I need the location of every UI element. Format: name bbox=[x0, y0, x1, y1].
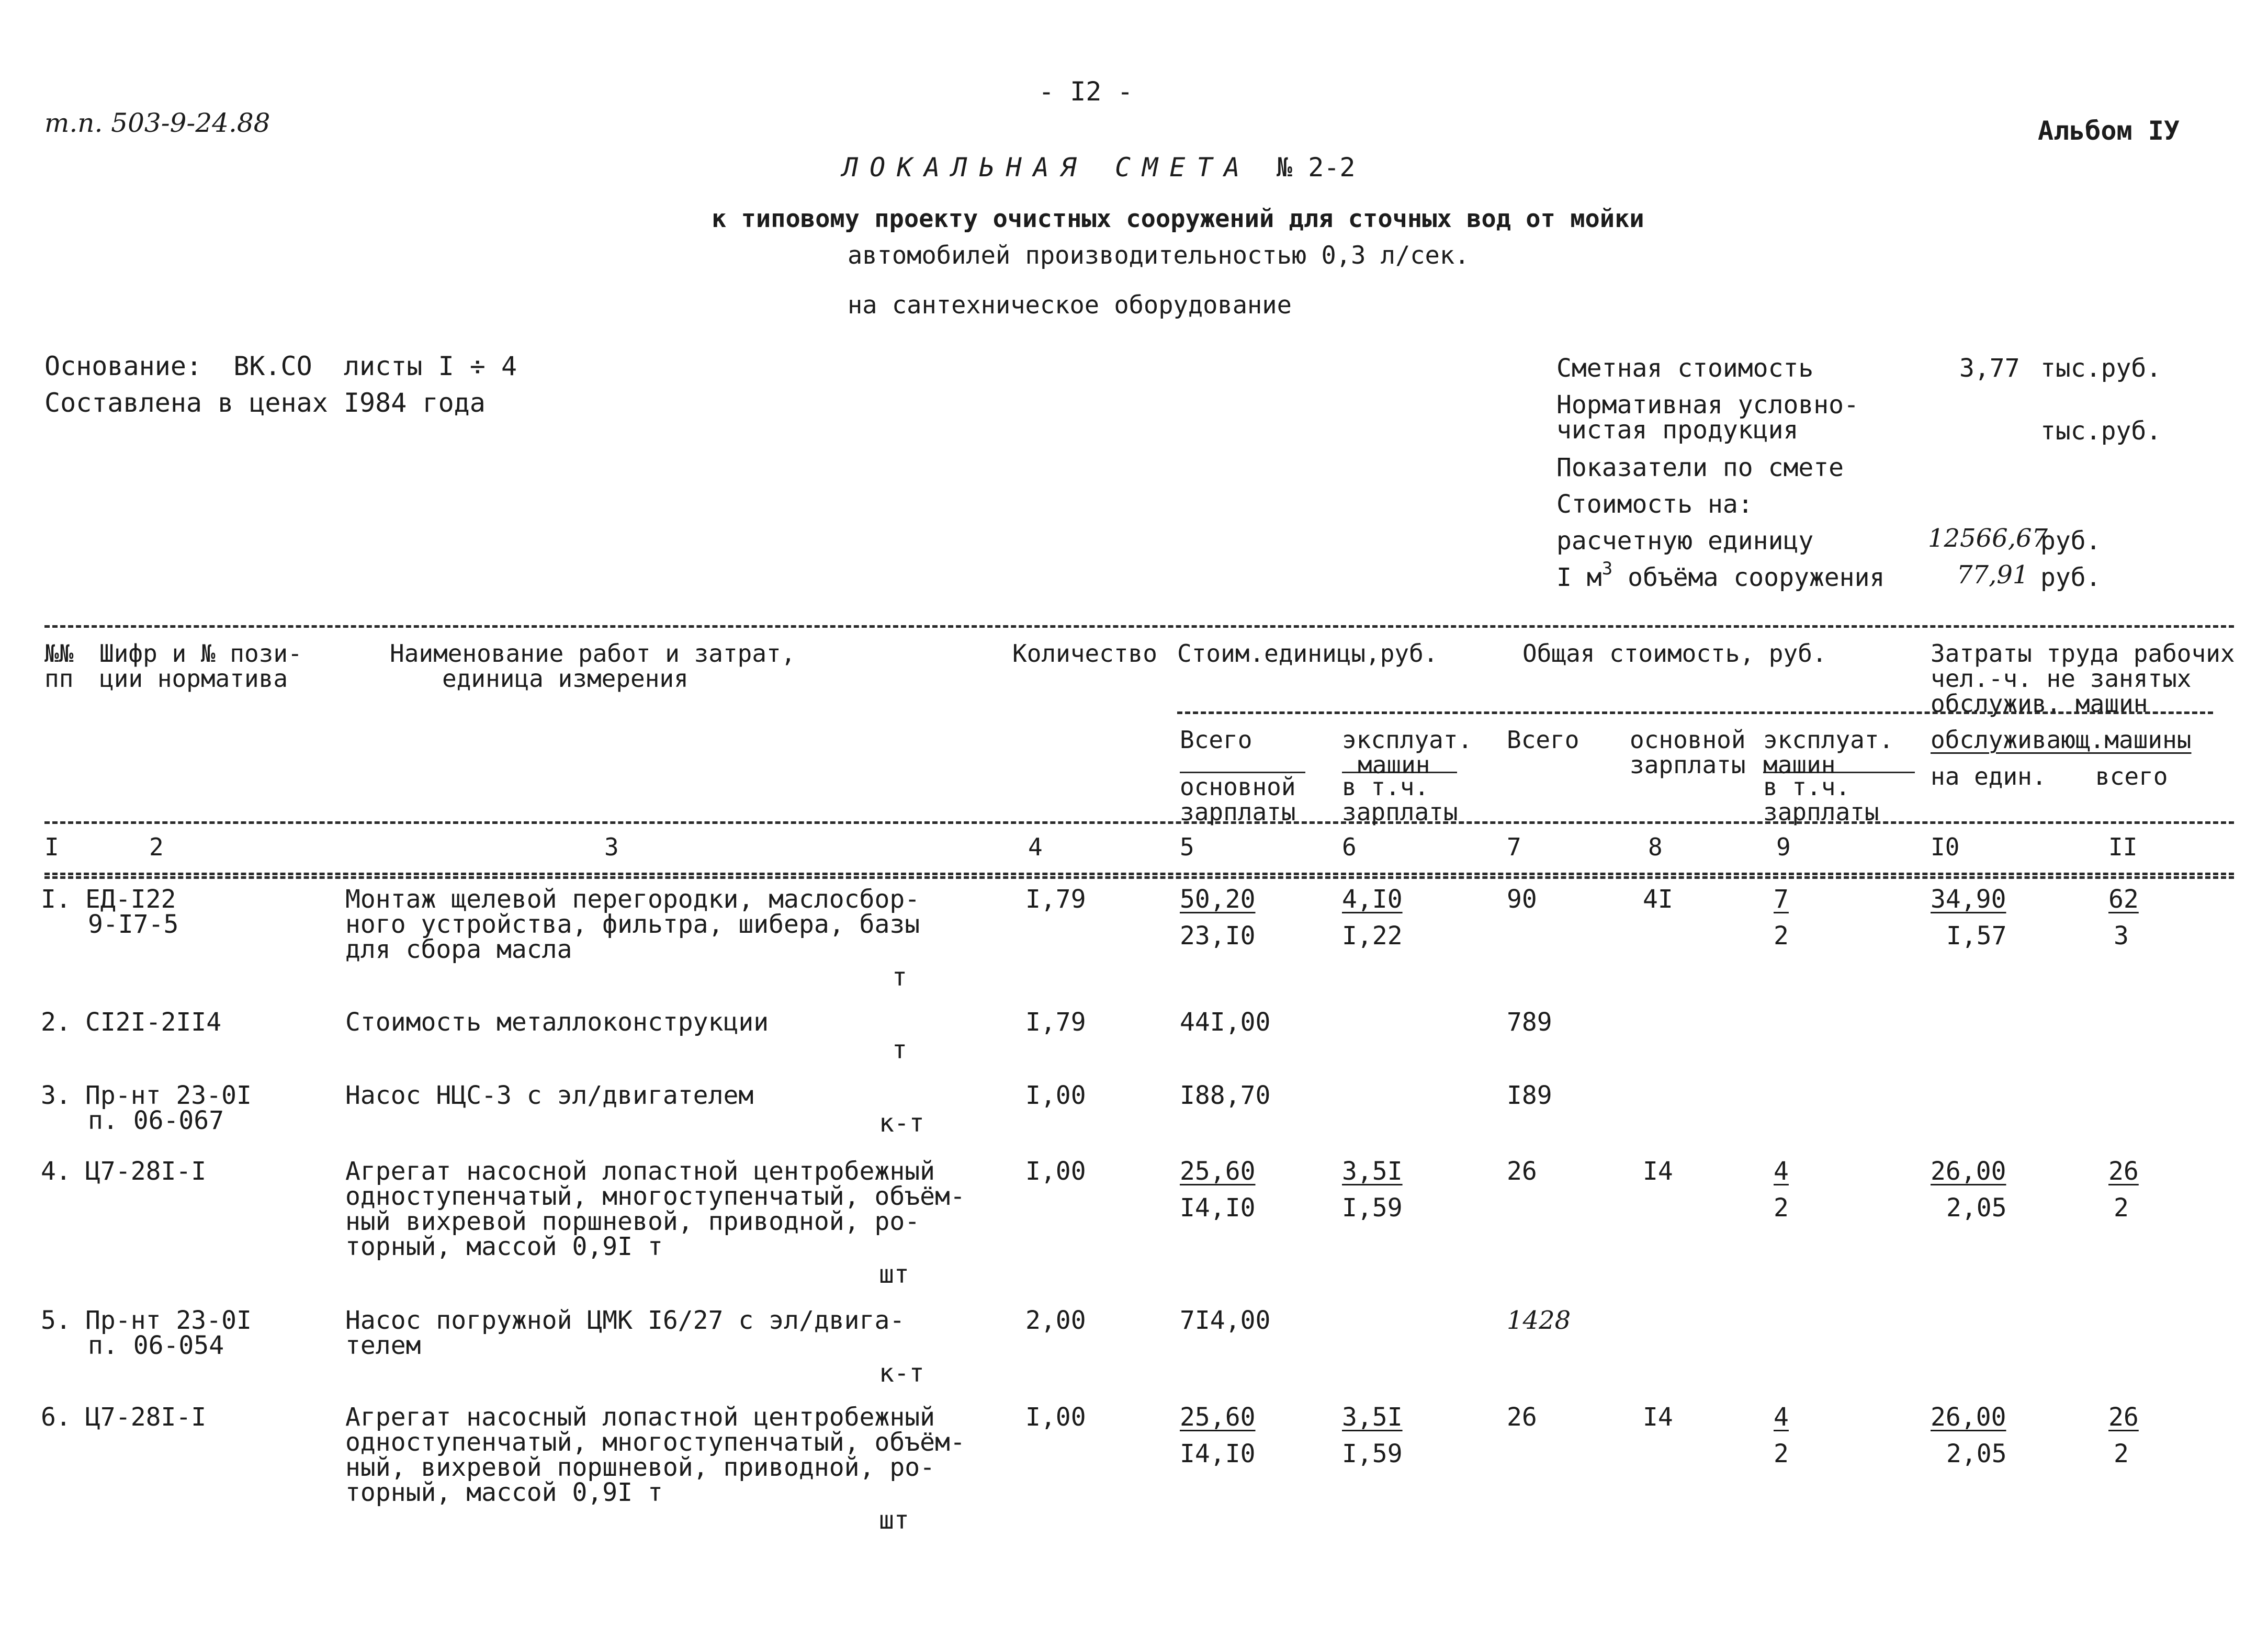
row-unit: к-т bbox=[879, 1109, 924, 1138]
norm-label-2: чистая продукция bbox=[1556, 415, 1799, 445]
col-num-8: 8 bbox=[1648, 833, 1663, 861]
subtitle-line-2: автомобилей производительностью 0,3 л/сек. bbox=[848, 241, 1470, 270]
row-quantity: I,00 bbox=[1025, 1403, 1086, 1432]
col-header-10-machines: обслуживающ.машины bbox=[1931, 726, 2192, 754]
row-quantity: I,00 bbox=[1025, 1081, 1086, 1110]
col-header-9-salary: в т.ч. зарплаты bbox=[1763, 773, 1879, 826]
row-number: I. bbox=[41, 885, 71, 914]
row-unit-cost-total: 44I,00 bbox=[1180, 1008, 1271, 1037]
row-code: ЕД-I22 bbox=[85, 885, 176, 914]
col-header-11: всего bbox=[2095, 762, 2168, 790]
row-unit-cost-total: 50,20 bbox=[1180, 885, 1256, 914]
col-num-3: 3 bbox=[604, 833, 619, 861]
col-num-5: 5 bbox=[1180, 833, 1194, 861]
col-header-6: эксплуат. машин bbox=[1342, 726, 1473, 779]
row-name-line: торный, массой 0,9I т bbox=[345, 1478, 663, 1507]
row-unit: шт bbox=[879, 1260, 909, 1289]
col-header-num: №№ пп bbox=[44, 639, 74, 693]
col-header-10-unit: на един. bbox=[1931, 762, 2047, 790]
cost-per-label: Стоимость на: bbox=[1556, 490, 1753, 519]
row-labor-unit-machines: 2,05 bbox=[1946, 1439, 2007, 1468]
norm-unit: тыс.руб. bbox=[2040, 416, 2162, 446]
row-total-cost: 26 bbox=[1507, 1403, 1537, 1432]
row-unit: т bbox=[892, 1035, 907, 1065]
row-name-line: для сбора масла bbox=[345, 935, 572, 964]
row-total-machines-salary: 2 bbox=[1774, 1193, 1789, 1223]
rows-top-rule bbox=[44, 876, 2234, 879]
row-name-line: одноступенчатый, многоступенчатый, объём- bbox=[345, 1428, 965, 1457]
row-total-cost: 90 bbox=[1507, 885, 1537, 914]
row-unit-cost-salary: I4,I0 bbox=[1180, 1439, 1256, 1468]
row-labor-total-machines: 2 bbox=[2114, 1193, 2129, 1223]
row-name-line: Монтаж щелевой перегородки, маслосбор- bbox=[345, 885, 920, 914]
row-unit: к-т bbox=[879, 1359, 924, 1388]
row-unit-cost-salary: I4,I0 bbox=[1180, 1193, 1256, 1223]
cost-label: Сметная стоимость bbox=[1556, 354, 1814, 383]
row-number: 3. bbox=[41, 1081, 71, 1110]
row-number: 5. bbox=[41, 1306, 71, 1335]
row-total-salary: I4 bbox=[1643, 1157, 1673, 1186]
row-unit: шт bbox=[879, 1506, 909, 1535]
row-labor-total: 26 bbox=[2108, 1403, 2139, 1432]
row-unit: т bbox=[892, 963, 907, 992]
row-total-machines: 4 bbox=[1774, 1403, 1789, 1432]
col-header-name: Наименование работ и затрат, единица измерения bbox=[390, 639, 796, 693]
row-unit-cost-total: I88,70 bbox=[1180, 1081, 1271, 1110]
unit-cost-unit: руб. bbox=[2040, 526, 2101, 556]
row-name-line: Насос погружной ЦМК I6/27 с эл/двига- bbox=[345, 1306, 905, 1335]
page-number: - I2 - bbox=[1039, 76, 1133, 107]
volume-cost-unit: руб. bbox=[2040, 563, 2101, 592]
row-total-machines: 4 bbox=[1774, 1157, 1789, 1186]
row-total-cost: 1428 bbox=[1507, 1306, 1571, 1335]
col-header-6-salary: в т.ч. зарплаты bbox=[1342, 773, 1458, 826]
col-header-7-total: Всего bbox=[1507, 726, 1579, 754]
row-total-machines-salary: 2 bbox=[1774, 1439, 1789, 1468]
row-labor-total: 62 bbox=[2108, 885, 2139, 914]
row-code: Пр-нт 23-0I bbox=[85, 1306, 252, 1335]
document-title: ЛОКАЛЬНАЯ СМЕТА bbox=[842, 152, 1251, 183]
unit-cost-label: расчетную единицу bbox=[1556, 526, 1814, 556]
row-name-line: торный, массой 0,9I т bbox=[345, 1232, 663, 1261]
row-code: Ц7-28I-I bbox=[85, 1403, 207, 1432]
basis-line: Основание: ВК.СО листы I ÷ 4 bbox=[44, 351, 517, 381]
row-name-line: телем bbox=[345, 1331, 421, 1360]
row-total-machines: 7 bbox=[1774, 885, 1789, 914]
subtitle-line-1: к типовому проекту очистных сооружений для сточных вод от мойки bbox=[712, 205, 1644, 233]
row-number: 2. bbox=[41, 1008, 71, 1037]
row-name-line: ный, вихревой поршневой, приводной, ро- bbox=[345, 1453, 935, 1482]
row-total-machines-salary: 2 bbox=[1774, 921, 1789, 951]
row-name-line: ного устройства, фильтра, шибера, базы bbox=[345, 910, 920, 939]
row-name-line: Агрегат насосной лопастной центробежный bbox=[345, 1157, 935, 1186]
row-unit-cost-machines-salary: I,59 bbox=[1342, 1439, 1403, 1468]
row-quantity: I,00 bbox=[1025, 1157, 1086, 1186]
col-num-9: 9 bbox=[1776, 833, 1791, 861]
cost-value: 3,77 bbox=[1959, 354, 2020, 383]
col-header-5-base: основной зарплаты bbox=[1180, 773, 1296, 826]
volume-cost-label: I $м^3$ объёма сооружения bbox=[1556, 558, 1885, 592]
column-numbers-rule bbox=[44, 873, 2234, 875]
row-code: Ц7-28I-I bbox=[85, 1157, 207, 1186]
col-header-unit-cost: Стоим.единицы,руб. bbox=[1177, 639, 1438, 668]
col-num-4: 4 bbox=[1028, 833, 1043, 861]
col-num-2: 2 bbox=[149, 833, 164, 861]
row-total-salary: I4 bbox=[1643, 1403, 1673, 1432]
row-unit-cost-total: 7I4,00 bbox=[1180, 1306, 1271, 1335]
row-name-line: Стоимость металлоконструкции bbox=[345, 1008, 769, 1037]
row-name-line: ный вихревой поршневой, приводной, ро- bbox=[345, 1207, 920, 1236]
col-header-labor: Затраты труда рабочих чел.-ч. не занятых обслужив. машин bbox=[1931, 639, 2235, 718]
row-unit-cost-machines: 3,5I bbox=[1342, 1157, 1403, 1186]
row-total-salary: 4I bbox=[1643, 885, 1673, 914]
col-header-9: эксплуат. машин bbox=[1763, 726, 1894, 779]
header-bottom-rule bbox=[44, 821, 2234, 824]
row-labor-unit-machines: 2,05 bbox=[1946, 1193, 2007, 1223]
row-unit-cost-salary: 23,I0 bbox=[1180, 921, 1256, 951]
album-label: Альбом IУ bbox=[2038, 116, 2180, 146]
cost-unit: тыс.руб. bbox=[2040, 354, 2162, 383]
row-labor-total-machines: 3 bbox=[2114, 921, 2129, 951]
volume-cost-value: 77,91 bbox=[1957, 560, 2029, 590]
row-quantity: 2,00 bbox=[1025, 1306, 1086, 1335]
indicators-label: Показатели по смете bbox=[1556, 453, 1844, 482]
row-total-cost: 789 bbox=[1507, 1008, 1552, 1037]
col-num-6: 6 bbox=[1342, 833, 1357, 861]
row-unit-cost-total: 25,60 bbox=[1180, 1157, 1256, 1186]
col-header-8: основной зарплаты bbox=[1630, 726, 1746, 779]
row-code-sub: 9-I7-5 bbox=[88, 910, 179, 939]
row-quantity: I,79 bbox=[1025, 1008, 1086, 1037]
row-unit-cost-machines: 3,5I bbox=[1342, 1403, 1403, 1432]
norm-label-1: Нормативная условно- bbox=[1556, 390, 1859, 420]
prices-line: Составлена в ценах I984 года bbox=[44, 388, 486, 418]
col-header-qty: Количество bbox=[1012, 639, 1157, 668]
row-unit-cost-machines: 4,I0 bbox=[1342, 885, 1403, 914]
row-code: СI2I-2II4 bbox=[85, 1008, 222, 1037]
row-labor-unit-machines: I,57 bbox=[1946, 921, 2007, 951]
row-labor-total: 26 bbox=[2108, 1157, 2139, 1186]
row-quantity: I,79 bbox=[1025, 885, 1086, 914]
col-header-code: Шифр и № пози- ции норматива bbox=[99, 639, 302, 693]
row-total-cost: 26 bbox=[1507, 1157, 1537, 1186]
document-code: т.п. 503-9-24.88 bbox=[44, 108, 270, 138]
row-code: Пр-нт 23-0I bbox=[85, 1081, 252, 1110]
unit-cost-value: 12566,67 bbox=[1928, 524, 2048, 553]
row-labor-unit: 26,00 bbox=[1931, 1157, 2006, 1186]
row-unit-cost-machines-salary: I,22 bbox=[1342, 921, 1403, 951]
row-code-sub: п. 06-067 bbox=[88, 1106, 224, 1135]
col-num-7: 7 bbox=[1507, 833, 1521, 861]
row-unit-cost-machines-salary: I,59 bbox=[1342, 1193, 1403, 1223]
row-number: 6. bbox=[41, 1403, 71, 1432]
row-labor-unit: 34,90 bbox=[1931, 885, 2006, 914]
row-total-cost: I89 bbox=[1507, 1081, 1552, 1110]
col-header-total-cost: Общая стоимость, руб. bbox=[1522, 639, 1827, 668]
document-title-number: № 2-2 bbox=[1277, 152, 1356, 183]
row-name-line: Агрегат насосный лопастной центробежный bbox=[345, 1403, 935, 1432]
row-number: 4. bbox=[41, 1157, 71, 1186]
col-num-10: I0 bbox=[1931, 833, 1960, 861]
col-num-11: II bbox=[2108, 833, 2138, 861]
row-labor-total-machines: 2 bbox=[2114, 1439, 2129, 1468]
row-unit-cost-total: 25,60 bbox=[1180, 1403, 1256, 1432]
row-labor-unit: 26,00 bbox=[1931, 1403, 2006, 1432]
col-num-1: I bbox=[44, 833, 59, 861]
row-code-sub: п. 06-054 bbox=[88, 1331, 224, 1360]
subtitle-line-3: на сантехническое оборудование bbox=[848, 291, 1292, 320]
row-name-line: Насос НЦС-3 с эл/двигателем bbox=[345, 1081, 754, 1110]
row-name-line: одноступенчатый, многоступенчатый, объём- bbox=[345, 1182, 965, 1211]
table-top-rule bbox=[44, 625, 2234, 628]
col-header-5-total: Всего bbox=[1180, 726, 1253, 754]
